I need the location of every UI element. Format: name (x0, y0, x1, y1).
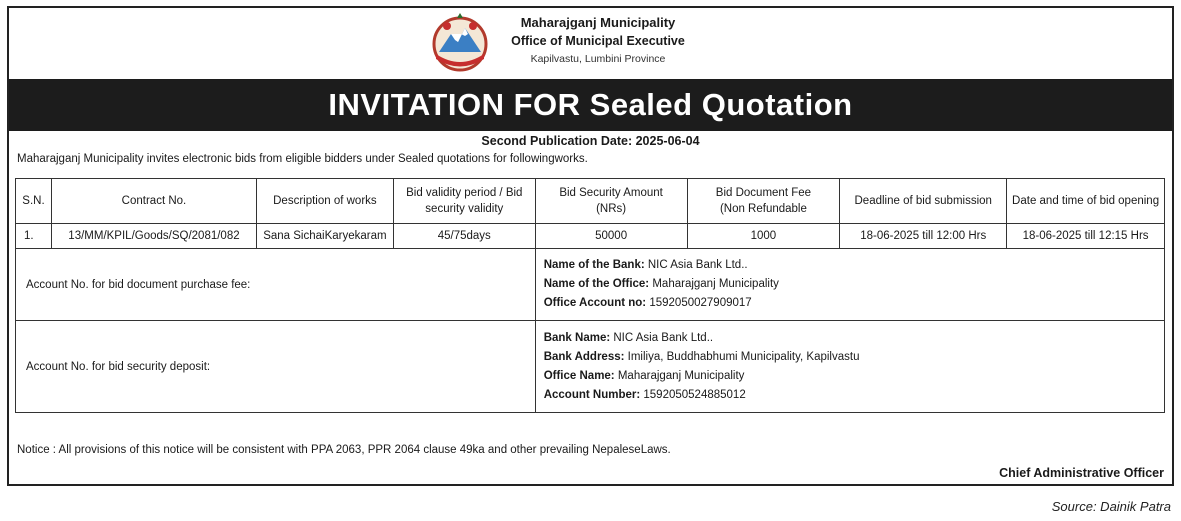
header-description: Description of works (256, 179, 393, 224)
purchase-office-line (544, 275, 1160, 294)
header-deadline: Deadline of bid submission (840, 179, 1007, 224)
deposit-account-details (535, 321, 1164, 413)
org-name: Maharajganj Municipality (520, 15, 676, 30)
header-fee-line1: Bid Document Fee (715, 187, 812, 199)
header-validity (393, 179, 535, 224)
deposit-account-key: Account Number: (543, 388, 641, 401)
header-fee (687, 179, 840, 224)
header-contract: Contract No. (51, 179, 256, 224)
purchase-account-details (535, 249, 1164, 321)
deposit-bank-line (544, 329, 1160, 348)
deposit-address-line (544, 348, 1160, 367)
bid-table (15, 178, 1165, 413)
intro-text: Maharajganj Municipality invites electronic bids from eligible bidders under Sealed quotations for followingworks. (17, 153, 588, 165)
cell-security: 50000 (535, 224, 687, 249)
signature: Chief Administrative Officer (999, 466, 1164, 480)
cell-fee: 1000 (687, 224, 840, 249)
deposit-bank-value: NIC Asia Bank Ltd.. (613, 331, 714, 344)
purchase-account-key: Office Account no: (543, 297, 647, 309)
header-security-line2: (NRs) (596, 203, 627, 215)
cell-validity: 45/75days (393, 224, 535, 249)
cell-opening: 18-06-2025 till 12:15 Hrs (1007, 224, 1165, 249)
source-credit: Source: Dainik Patra (1051, 499, 1171, 514)
purchase-account-line (544, 294, 1160, 313)
deposit-account-line (544, 386, 1160, 405)
purchase-office-value: Maharajganj Municipality (652, 278, 779, 290)
deposit-account-value: 1592050524885012 (643, 388, 746, 401)
cell-contract: 13/MM/KPIL/Goods/SQ/2081/082 (51, 224, 256, 249)
purchase-office-key: Name of the Office: (543, 278, 650, 290)
office-name: Office of Municipal Executive (511, 34, 685, 48)
header-validity-line1: Bid validity period / Bid (406, 187, 523, 199)
purchase-bank-line (544, 256, 1160, 275)
header-security (535, 179, 687, 224)
purchase-account-row (16, 249, 1165, 321)
deposit-address-key: Bank Address: (543, 350, 625, 363)
header-validity-line2: security validity (425, 203, 504, 215)
deposit-account-row (16, 321, 1165, 413)
purchase-bank-key: Name of the Bank: (543, 259, 645, 271)
cell-deadline: 18-06-2025 till 12:00 Hrs (840, 224, 1007, 249)
header-security-line1: Bid Security Amount (559, 187, 663, 199)
deposit-office-line (544, 367, 1160, 386)
deposit-address-value: Imiliya, Buddhabhumi Municipality, Kapilvastu (627, 350, 860, 363)
cell-description: Sana SichaiKaryekaram (256, 224, 393, 249)
notice-text: Notice : All provisions of this notice will be consistent with PPA 2063, PPR 2064 clause 49ka and other prevailing NepaleseLaws. (17, 444, 671, 456)
publication-date: Second Publication Date: 2025-06-04 (481, 134, 700, 148)
table-header-row (16, 179, 1165, 224)
page-title: INVITATION FOR Sealed Quotation (9, 79, 1172, 131)
organization-block (506, 14, 690, 68)
header-sn: S.N. (16, 179, 52, 224)
deposit-office-key: Office Name: (543, 369, 615, 382)
municipality-emblem-icon (427, 12, 493, 74)
org-location: Kapilvastu, Lumbini Province (530, 53, 666, 65)
header-fee-line2: (Non Refundable (719, 203, 807, 215)
cell-sn: 1. (16, 224, 52, 249)
deposit-bank-key: Bank Name: (543, 331, 611, 344)
purchase-account-value: 1592050027909017 (649, 297, 752, 309)
table-row (16, 224, 1165, 249)
notice-card (7, 6, 1174, 486)
deposit-office-value: Maharajganj Municipality (617, 369, 745, 382)
header-opening: Date and time of bid opening (1007, 179, 1165, 224)
header (9, 8, 1172, 78)
purchase-bank-value: NIC Asia Bank Ltd.. (647, 259, 748, 271)
purchase-account-label: Account No. for bid document purchase fee: (16, 249, 536, 321)
deposit-account-label: Account No. for bid security deposit: (16, 321, 536, 413)
